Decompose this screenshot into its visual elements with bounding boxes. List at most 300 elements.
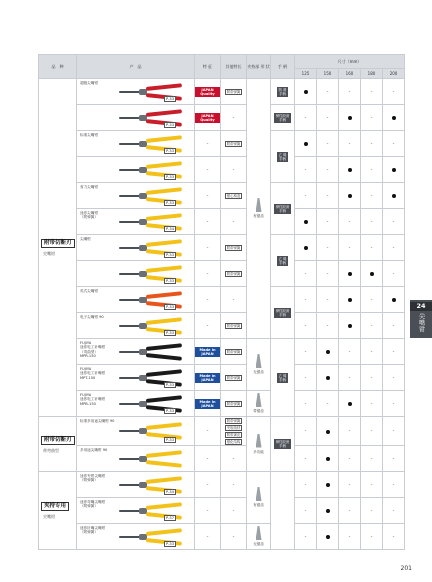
size-cell [361,157,383,183]
table-row [39,498,405,524]
plier-image [119,321,183,331]
grip-badge: 乙 烯 手柄 [278,152,287,161]
product-code: P-33 [166,97,174,101]
category-cell [39,79,77,417]
size-cell [361,391,383,417]
table-row [39,235,405,261]
product-code: P-33 [166,542,174,546]
unavailable-dash: - [392,400,395,407]
feature-value: - [206,322,209,329]
feature-label: 强化结构 [226,439,241,444]
product-cell [77,131,195,157]
product-name: FUJIYA 迷你电工针嘴钳 MPB-150 [80,393,106,406]
available-dot-icon [326,483,330,487]
spec-label: 带锯齿 [253,409,264,413]
available-dot-icon [304,90,308,94]
plier-image [119,454,183,464]
size-cell [295,131,317,157]
unavailable-dash: - [392,88,395,95]
other-value: - [232,166,235,173]
size-cell [317,365,339,391]
table-row [39,157,405,183]
unavailable-dash: - [304,114,307,121]
size-cell [361,313,383,339]
plier-image [119,399,183,409]
product-code: P-33 [166,305,174,309]
size-cell [317,261,339,287]
grip-cell [271,105,295,131]
unavailable-dash: - [304,296,307,303]
grip-cell [271,235,295,287]
grip-cell [271,79,295,105]
category-cell [39,472,77,550]
spec-cell [247,472,271,524]
product-name: 超级尖嘴钳 [80,81,98,85]
jaw-shape-icon [256,198,262,212]
product-name: 标准多用途尖嘴钳 90 [80,419,115,423]
feature-cell [195,446,221,472]
size-cell [383,79,405,105]
unavailable-dash: - [326,270,329,277]
feature-cell [195,287,221,313]
feature-cell [195,498,221,524]
size-cell [317,209,339,235]
size-cell [383,391,405,417]
feature-label: 夹取线材 [226,425,241,430]
size-cell [317,313,339,339]
japan-quality-badge: JAPAN Quality [195,87,220,97]
available-dot-icon [348,324,352,328]
feature-value: - [206,533,209,540]
table-row [39,261,405,287]
header-size-200: 200 [383,69,405,79]
spec-cell [247,79,271,339]
unavailable-dash: - [326,244,329,251]
size-cell [383,339,405,365]
feature-label: 附带弹簧 [226,271,241,276]
plier-image [119,347,183,357]
unavailable-dash: - [326,88,329,95]
product-cell [77,313,195,339]
feature-value: - [206,244,209,251]
available-dot-icon [348,194,352,198]
grip-badge: 乙 烯 手柄 [278,256,287,265]
size-cell [383,157,405,183]
unavailable-dash: - [326,218,329,225]
size-cell [383,498,405,524]
unavailable-dash: - [370,533,373,540]
size-cell [317,131,339,157]
size-cell [339,183,361,209]
size-cell [383,131,405,157]
category-subtitle: 尖嘴钳 [43,251,55,256]
product-name: 迷你弯嘴尖嘴钳 （附弹簧） [80,500,106,509]
size-cell [339,131,361,157]
available-dot-icon [392,116,396,120]
unavailable-dash: - [392,140,395,147]
unavailable-dash: - [370,88,373,95]
unavailable-dash: - [392,244,395,251]
size-cell [339,446,361,472]
table-row [39,472,405,498]
unavailable-dash: - [348,140,351,147]
product-cell [77,235,195,261]
feature-cell [195,391,221,417]
size-cell [339,498,361,524]
available-dot-icon [326,457,330,461]
feature-value: - [206,428,209,434]
available-dot-icon [326,509,330,513]
table-row [39,391,405,417]
unavailable-dash: - [370,166,373,173]
unavailable-dash: - [348,88,351,95]
unavailable-dash: - [392,428,395,434]
other-value: - [232,481,235,488]
unavailable-dash: - [370,507,373,514]
size-cell [339,365,361,391]
size-cell [295,105,317,131]
size-cell [383,287,405,313]
product-code: P-33 [166,175,174,179]
size-cell [317,417,339,446]
plier-image [119,373,183,383]
product-name: 迷你针嘴尖嘴钳 （附弹簧） [80,526,106,535]
unavailable-dash: - [392,455,395,462]
table-row [39,313,405,339]
size-cell [295,417,317,446]
unavailable-dash: - [370,374,373,381]
plier-image [119,269,183,279]
size-cell [317,472,339,498]
spec-cell [247,391,271,417]
header-size: 尺寸（mm） [295,55,405,69]
size-cell [317,105,339,131]
table-row [39,105,405,131]
size-cell [317,287,339,313]
size-cell [295,235,317,261]
size-cell [339,235,361,261]
available-dot-icon [326,350,330,354]
unavailable-dash: - [370,114,373,121]
size-cell [339,79,361,105]
unavailable-dash: - [304,348,307,355]
unavailable-dash: - [370,348,373,355]
grip-badge: 防 滑 手柄 [278,87,287,96]
product-code: P-37 [166,516,174,520]
table-row [39,183,405,209]
size-cell [317,498,339,524]
size-cell [339,524,361,550]
product-code: P-33 [166,331,174,335]
unavailable-dash: - [370,192,373,199]
feature-label: 附带弹簧 [226,401,241,406]
unavailable-dash: - [392,533,395,540]
size-cell [339,209,361,235]
other-value: - [232,218,235,225]
product-code: P-33 [166,253,174,257]
unavailable-dash: - [348,455,351,462]
unavailable-dash: - [392,348,395,355]
available-dot-icon [348,168,352,172]
available-dot-icon [392,298,396,302]
grip-cell [271,287,295,339]
available-dot-icon [326,430,330,434]
jaw-shape-icon [256,487,262,501]
table-row [39,365,405,391]
japan-quality-badge: JAPAN Quality [195,113,220,123]
size-cell [339,391,361,417]
table-row [39,446,405,472]
feature-value: - [206,192,209,199]
jaw-shape-icon [256,526,262,540]
unavailable-dash: - [326,400,329,407]
product-cell [77,183,195,209]
product-code: P-33 [166,123,174,127]
feature-label: 附带弹簧 [226,375,241,380]
unavailable-dash: - [348,428,351,434]
size-cell [317,524,339,550]
unavailable-dash: - [326,296,329,303]
header-grip: 手 柄 [271,55,295,79]
table-row [39,524,405,550]
size-cell [361,417,383,446]
size-cell [295,446,317,472]
product-name: 尖嘴钳 [80,237,91,241]
product-name: FUJIYA 迷你电工针嘴钳 （弯曲型） MPR-150 [80,341,106,359]
size-cell [295,287,317,313]
size-cell [295,524,317,550]
product-code: P-34 [166,227,174,231]
size-cell [361,105,383,131]
grip-cell [271,131,295,183]
product-cell [77,417,195,446]
size-cell [361,79,383,105]
table-row [39,131,405,157]
product-code: P-33 [166,383,174,387]
other-cell [221,287,247,313]
unavailable-dash: - [392,481,395,488]
size-cell [383,183,405,209]
size-cell [295,339,317,365]
grip-cell [271,472,295,550]
unavailable-dash: - [348,218,351,225]
size-cell [383,524,405,550]
table-body [39,79,405,550]
product-code: P-33 [166,279,174,283]
other-cell [221,209,247,235]
size-cell [361,235,383,261]
product-cell [77,157,195,183]
size-cell [361,339,383,365]
header-size-180: 180 [361,69,383,79]
plier-image [119,480,183,490]
grip-cell [271,417,295,472]
feature-label: 附带弹簧 [226,245,241,250]
category-cell [39,417,77,472]
other-value: - [232,455,235,462]
unavailable-dash: - [392,374,395,381]
unavailable-dash: - [392,322,395,329]
product-cell [77,339,195,365]
spec-label: 有锯齿 [253,214,264,218]
other-cell [221,498,247,524]
section-tab [410,300,432,338]
spec-label: 无锯齿 [253,370,264,374]
size-cell [361,287,383,313]
unavailable-dash: - [304,192,307,199]
size-cell [383,472,405,498]
size-cell [361,365,383,391]
made-in-japan-badge: Made in JAPAN [195,373,220,383]
size-cell [361,131,383,157]
available-dot-icon [326,376,330,380]
feature-cell [195,261,221,287]
unavailable-dash: - [392,507,395,514]
other-cell [221,417,247,446]
size-cell [339,417,361,446]
spec-cell [247,524,271,550]
other-cell [221,261,247,287]
product-cell [77,261,195,287]
header-other: 其他特长 [221,55,247,79]
size-cell [383,313,405,339]
unavailable-dash: - [392,270,395,277]
other-cell [221,235,247,261]
size-cell [383,105,405,131]
grip-badge: 弹性胶套 手柄 [275,440,290,448]
category-title: 附带切断刃 [41,436,75,445]
jaw-shape-icon [256,354,262,368]
feature-value: - [206,218,209,225]
size-cell [339,261,361,287]
unavailable-dash: - [348,244,351,251]
other-cell [221,365,247,391]
feature-value: - [206,296,209,303]
other-cell [221,105,247,131]
product-code: P-33 [166,149,174,153]
table-row [39,339,405,365]
category-title: 夹持专用 [41,502,69,511]
size-cell [339,157,361,183]
feature-cell [195,79,221,105]
feature-label: 附带弹簧 [226,323,241,328]
size-cell [295,391,317,417]
plier-image [119,113,183,123]
size-cell [295,157,317,183]
other-value: - [232,114,235,121]
size-cell [317,339,339,365]
available-dot-icon [304,220,308,224]
feature-value: - [206,455,209,462]
unavailable-dash: - [304,507,307,514]
header-category: 品 种 [39,55,77,79]
unavailable-dash: - [304,428,307,434]
product-code: P-33 [166,438,174,442]
section-tab-number: 24 [410,302,432,311]
feature-cell [195,417,221,446]
table-row [39,79,405,105]
product-code: P-34 [166,490,174,494]
unavailable-dash: - [370,400,373,407]
spec-label: 多功能 [253,449,264,454]
size-cell [383,235,405,261]
unavailable-dash: - [348,348,351,355]
size-cell [295,365,317,391]
other-value: - [232,507,235,514]
feature-value: - [206,481,209,488]
available-dot-icon [348,402,352,406]
product-name: FUJIYA 迷你电工针嘴钳 MPT-150 [80,367,106,380]
size-cell [317,79,339,105]
size-cell [339,339,361,365]
product-cell [77,446,195,472]
unavailable-dash: - [348,533,351,540]
feature-cell [195,472,221,498]
feature-value: - [206,270,209,277]
plier-image [119,532,183,542]
available-dot-icon [304,246,308,250]
product-cell [77,498,195,524]
section-tab-label: 尖嘴钳 [417,313,425,333]
size-cell [317,446,339,472]
product-name: 电子尖嘴钳 90 [80,315,104,319]
plier-image [119,295,183,305]
size-cell [295,472,317,498]
feature-cell [195,105,221,131]
feature-label: 附带弹簧 [226,89,241,94]
product-table [38,54,405,550]
spec-cell [247,417,271,472]
unavailable-dash: - [370,428,373,434]
size-cell [339,105,361,131]
grip-badge: 乙 烯 手柄 [278,373,287,382]
unavailable-dash: - [326,322,329,329]
spec-label: 无锯齿 [253,542,264,546]
feature-label: 附带弹簧 [226,349,241,354]
plier-image [119,139,183,149]
product-name: 标准尖嘴钳 [80,133,98,137]
product-code: P-33 [166,201,174,205]
product-cell [77,105,195,131]
header-features: 特 征 [195,55,221,79]
made-in-japan-badge: Made in JAPAN [195,399,220,409]
unavailable-dash: - [304,533,307,540]
other-cell [221,313,247,339]
available-dot-icon [304,142,308,146]
size-cell [361,472,383,498]
grip-cell [271,339,295,417]
feature-cell [195,313,221,339]
available-dot-icon [326,535,330,539]
product-name: 英式尖嘴钳 [80,289,98,293]
other-cell [221,391,247,417]
unavailable-dash: - [304,166,307,173]
size-cell [361,498,383,524]
available-dot-icon [370,272,374,276]
other-cell [221,131,247,157]
table-header [39,55,405,79]
feature-label: 附带剥皮 [226,432,241,437]
unavailable-dash: - [370,244,373,251]
other-value: - [232,533,235,540]
size-cell [339,472,361,498]
plier-image [119,87,183,97]
plier-image [119,165,183,175]
feature-label: 附带弹簧 [226,141,241,146]
size-cell [317,183,339,209]
grip-cell [271,183,295,235]
category-subtitle: 尖嘴钳 [43,514,55,519]
